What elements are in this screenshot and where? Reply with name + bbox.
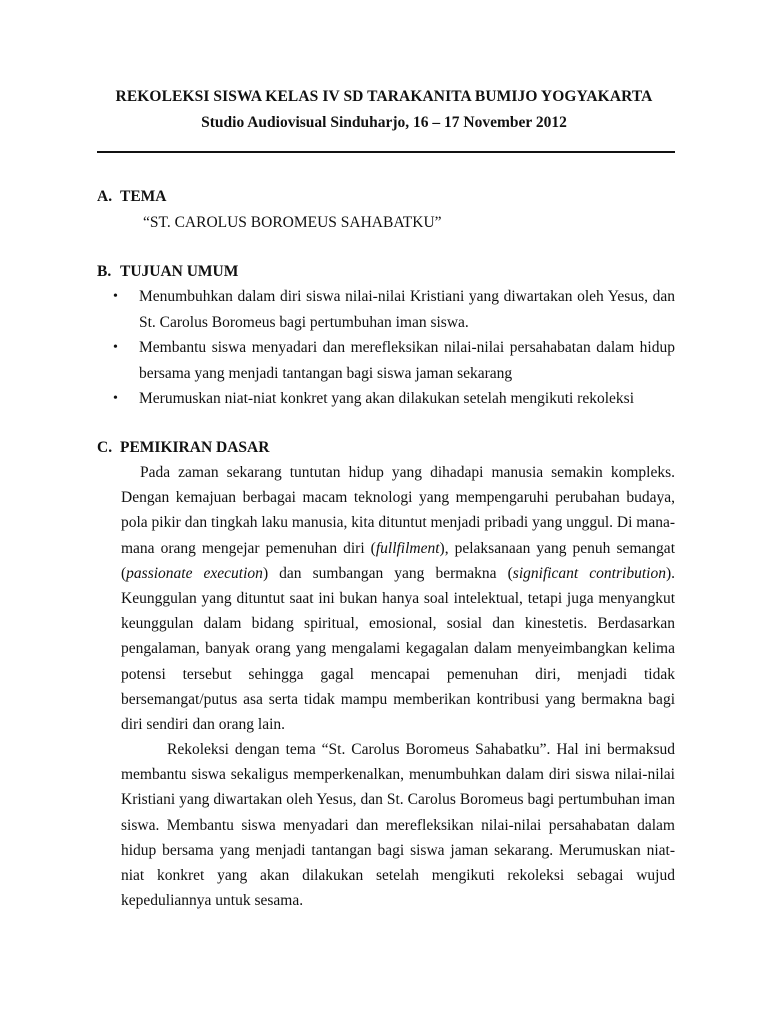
paragraph-1-text-c: ) dan sumbangan yang bermakna ( xyxy=(262,564,513,582)
section-b-title: TUJUAN UMUM xyxy=(120,263,239,280)
section-c-letter: C. xyxy=(97,439,113,456)
paragraph-1 xyxy=(121,460,675,737)
section-a-title: TEMA xyxy=(120,188,167,205)
term-significant-contribution: significant contribution xyxy=(512,564,666,582)
section-b-letter: B. xyxy=(97,263,112,280)
bullet-icon: • xyxy=(113,340,118,355)
list-item-text: Membantu siswa menyadari dan merefleksikan nilai-nilai persahabatan dalam hidup bersama yang menjadi tantangan bagi siswa jaman sekarang xyxy=(139,339,675,382)
section-a-letter: A. xyxy=(97,188,113,205)
term-passionate-execution: passionate execution xyxy=(126,564,263,582)
section-c-heading xyxy=(97,439,269,457)
term-fullfilment: fullfilment xyxy=(375,539,440,557)
document-title: REKOLEKSI SISWA KELAS IV SD TARAKANITA BUMIJO YOGYAKARTA xyxy=(115,88,653,105)
bullet-icon: • xyxy=(113,391,118,406)
paragraph-1-text-b: ), pelaksanaan yang penuh semangat ( xyxy=(121,539,675,582)
header-divider xyxy=(97,151,675,153)
list-item xyxy=(113,335,675,386)
section-c-title: PEMIKIRAN DASAR xyxy=(120,439,270,456)
paragraph-1-text-a: Pada zaman sekarang tuntutan hidup yang dihadapi manusia semakin kompleks. Dengan kemajuan berbagai macam teknologi yang mempengaruhi perubahan budaya, pola pikir dan tingkah laku manusia, kita dituntut menjadi pribadi yang unggul. Di mana-mana orang mengejar pemenuhan diri ( xyxy=(121,464,676,557)
objectives-list xyxy=(113,284,675,412)
list-item-text: Merumuskan niat-niat konkret yang akan dilakukan setelah mengikuti rekoleksi xyxy=(139,390,635,407)
section-b-heading xyxy=(97,263,238,281)
list-item-text: Menumbuhkan dalam diri siswa nilai-nilai Kristiani yang diwartakan oleh Yesus, dan St. Carolus Boromeus bagi pertumbuhan iman siswa. xyxy=(139,288,675,331)
bullet-icon: • xyxy=(113,289,118,304)
document-subtitle: Studio Audiovisual Sinduharjo, 16 – 17 November 2012 xyxy=(201,114,567,131)
paragraph-2 xyxy=(121,737,675,913)
section-a-heading xyxy=(97,188,167,206)
list-item xyxy=(113,284,675,335)
paragraph-2-text: Rekoleksi dengan tema “St. Carolus Boromeus Sahabatku”. Hal ini bermaksud membantu siswa sekaligus memperkenalkan, menumbuhkan dalam diri siswa nilai-nilai Kristiani yang diwartakan oleh Yesus, dan St. Carolus Boromeus bagi pertumbuhan iman siswa. Membantu siswa menyadari dan merefleksikan nilai-nilai persahabatan dalam hidup bersama yang menjadi tantangan bagi siswa jaman sekarang. Merumuskan niat-niat konkret yang akan dilakukan setelah mengikuti rekoleksi sebagai wujud kepeduliannya untuk sesama. xyxy=(121,741,675,910)
theme-text: “ST. CAROLUS BOROMEUS SAHABATKU” xyxy=(143,214,442,231)
paragraph-1-text-d: ). Keunggulan yang dituntut saat ini bukan hanya soal intelektual, tetapi juga menyangkut keunggulan dalam bidang spiritual, emosional, sosial dan kinestetis. Berdasarkan pengalaman, banyak orang yang mengalami kegagalan dalam menyeimbangkan kelima potensi tersebut sehingga gagal mencapai pemenuhan diri, menjadi tidak bersemangat/putus asa serta tidak mampu memberikan kontribusi yang bermakna bagi diri sendiri dan orang lain. xyxy=(121,564,675,734)
list-item xyxy=(113,386,675,412)
